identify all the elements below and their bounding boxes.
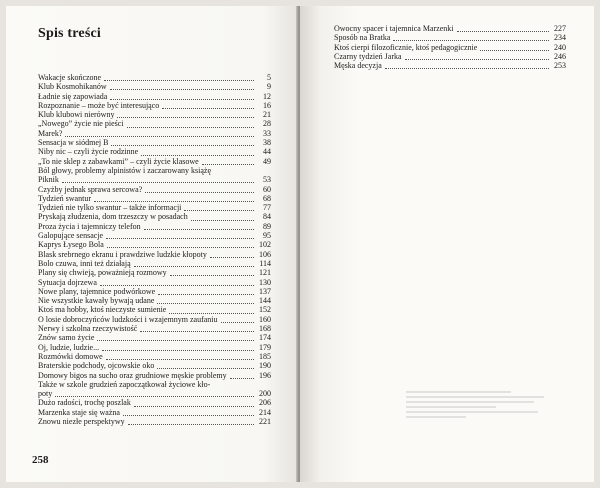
- toc-entry-page: 130: [259, 277, 271, 287]
- toc-leader-dots: [140, 325, 254, 332]
- toc-leader-dots: [65, 130, 254, 137]
- toc-entry-page: 95: [263, 231, 271, 241]
- toc-entry-page: 33: [263, 128, 271, 138]
- toc-entry-page: 168: [259, 324, 271, 334]
- toc-entry-page: 28: [263, 119, 271, 129]
- toc-leader-dots: [107, 241, 254, 248]
- toc-leader-dots: [128, 418, 254, 425]
- toc-entry-page: 190: [259, 361, 271, 371]
- right-page: [300, 6, 594, 482]
- toc-entry-title: Nie wszystkie kawały bywają udane: [38, 296, 155, 306]
- toc-entry-title: Tydzień swantur: [38, 193, 91, 203]
- toc-leader-dots: [117, 111, 254, 118]
- toc-leader-dots: [405, 53, 549, 60]
- page-title: Spis treści: [38, 26, 101, 41]
- toc-list-left: [38, 73, 271, 426]
- toc-entry-page: 68: [263, 193, 271, 203]
- toc-entry: [334, 43, 566, 52]
- toc-entry-page: 227: [554, 24, 566, 33]
- toc-entry: [38, 119, 271, 128]
- toc-leader-dots: [162, 102, 254, 109]
- toc-entry-title: Ładnie się zapowiada: [38, 91, 108, 101]
- toc-entry-page: 179: [259, 342, 271, 352]
- toc-entry: [38, 305, 271, 314]
- toc-entry: [38, 361, 271, 370]
- toc-leader-dots: [127, 121, 254, 128]
- toc-leader-dots: [157, 362, 254, 369]
- toc-entry-page: 234: [554, 33, 566, 43]
- toc-entry-page: 114: [259, 258, 271, 268]
- toc-entry-page: 246: [554, 51, 566, 61]
- toc-entry-title: Znowu niezłe perspektywy: [38, 416, 125, 426]
- toc-entry-title: Domowy bigos na sucho oraz grudniowe męskie problemy: [38, 370, 227, 380]
- toc-entry: [38, 324, 271, 333]
- toc-entry-title: Męska decyzja: [334, 61, 382, 71]
- toc-leader-dots: [184, 204, 254, 211]
- toc-entry: [38, 287, 271, 296]
- toc-entry: [38, 333, 271, 342]
- toc-entry-title: Braterskie podchody, ojcowskie oko: [38, 361, 155, 371]
- toc-entry-page: 77: [263, 203, 271, 213]
- toc-entry-page: 221: [259, 416, 271, 426]
- toc-entry: [38, 408, 271, 417]
- toc-entry-title: Tydzień nie tylko swantur – także informacji: [38, 203, 182, 213]
- toc-entry-title: Proza życia i tajemniczy telefon: [38, 221, 141, 231]
- toc-leader-dots: [480, 44, 549, 51]
- toc-entry: [38, 380, 271, 389]
- toc-leader-dots: [62, 176, 254, 183]
- toc-entry-page: 253: [554, 61, 566, 71]
- toc-leader-dots: [111, 139, 254, 146]
- toc-entry: [38, 398, 271, 407]
- toc-entry-title: Wakacje skończone: [38, 73, 102, 82]
- toc-entry-page: 84: [263, 212, 271, 222]
- toc-leader-dots: [134, 400, 254, 407]
- toc-leader-dots: [100, 279, 254, 286]
- toc-entry-title: „Nowego” życie nie pieści: [38, 119, 124, 129]
- toc-entry: [38, 147, 271, 156]
- toc-leader-dots: [102, 344, 254, 351]
- toc-entry: [38, 73, 271, 82]
- toc-entry-page: 5: [267, 73, 271, 82]
- toc-entry-page: 38: [263, 138, 271, 148]
- toc-entry-page: 106: [259, 249, 271, 259]
- toc-entry: [38, 185, 271, 194]
- toc-leader-dots: [106, 353, 254, 360]
- toc-entry-title: Kaprys Łysego Bola: [38, 240, 104, 250]
- toc-leader-dots: [457, 25, 549, 32]
- toc-leader-dots: [169, 307, 254, 314]
- toc-entry-title: Ktoś cierpi filozoficznie, ktoś pedagogicznie: [334, 42, 478, 52]
- toc-leader-dots: [123, 409, 254, 416]
- toc-entry-page: 200: [259, 389, 271, 399]
- toc-leader-dots: [157, 297, 254, 304]
- toc-leader-dots: [385, 62, 549, 69]
- toc-leader-dots: [104, 74, 254, 81]
- toc-entry: [38, 175, 271, 184]
- toc-leader-dots: [158, 288, 254, 295]
- toc-entry-page: 185: [259, 351, 271, 361]
- toc-entry: [38, 129, 271, 138]
- toc-entry-title: Ból głowy, problemy alpinistów i zaczarowany książę: [38, 165, 211, 175]
- toc-entry-page: 49: [263, 156, 271, 166]
- toc-leader-dots: [97, 334, 254, 341]
- toc-entry: [38, 417, 271, 426]
- page-number: 258: [32, 454, 49, 466]
- toc-entry-title: Czyżby jednak sprawa sercowa?: [38, 184, 143, 194]
- toc-entry-title: Bolo czuwa, inni też działają: [38, 258, 131, 268]
- toc-entry: [38, 296, 271, 305]
- toc-entry: [38, 389, 271, 398]
- toc-entry: [38, 166, 271, 175]
- toc-entry-title: Piknik: [38, 175, 59, 185]
- toc-entry-title: Klub klubowi nierówny: [38, 110, 115, 120]
- toc-leader-dots: [191, 214, 254, 221]
- toc-entry-title: Galopujące sensacje: [38, 231, 104, 241]
- toc-entry: [38, 212, 271, 221]
- toc-entry-page: 121: [259, 268, 271, 278]
- toc-entry-page: 12: [263, 91, 271, 101]
- toc-entry: [38, 231, 271, 240]
- toc-entry-page: 137: [259, 286, 271, 296]
- toc-entry: [38, 203, 271, 212]
- toc-entry: [38, 315, 271, 324]
- toc-leader-dots: [110, 93, 254, 100]
- toc-entry: [38, 222, 271, 231]
- toc-leader-dots: [230, 372, 254, 379]
- toc-entry-page: 53: [263, 175, 271, 185]
- toc-entry: [38, 101, 271, 110]
- toc-entry-title: Ktoś ma hobby, ktoś nieczyste sumienie: [38, 305, 167, 315]
- toc-entry-title: Czarny tydzień Jarka: [334, 51, 402, 61]
- toc-entry: [38, 343, 271, 352]
- toc-entry-title: Sytuacja dojrzewa: [38, 277, 97, 287]
- toc-entry: [38, 259, 271, 268]
- toc-entry: [334, 33, 566, 42]
- toc-leader-dots: [393, 34, 549, 41]
- toc-entry: [38, 157, 271, 166]
- toc-entry: [38, 352, 271, 361]
- toc-entry-page: 9: [267, 82, 271, 92]
- toc-leader-dots: [94, 195, 254, 202]
- toc-entry: [334, 24, 566, 33]
- toc-entry-title: Plany się chwieją, poważnieją rozmowy: [38, 268, 167, 278]
- toc-entry-page: 16: [263, 100, 271, 110]
- toc-entry-page: 206: [259, 398, 271, 408]
- toc-entry-title: Sensacja w siódmej B: [38, 138, 109, 148]
- toc-entry: [38, 110, 271, 119]
- toc-entry-page: 240: [554, 42, 566, 52]
- toc-entry-page: 89: [263, 221, 271, 231]
- toc-entry: [38, 138, 271, 147]
- toc-entry-page: 44: [263, 147, 271, 157]
- toc-entry: [38, 194, 271, 203]
- toc-entry-page: 102: [259, 240, 271, 250]
- toc-entry: [38, 250, 271, 259]
- toc-entry-title: O losie dobroczyńców ludzkości i wzajemnym zaufaniu: [38, 314, 218, 324]
- toc-entry-title: Oj, ludzie, ludzie...: [38, 342, 100, 352]
- toc-entry-title: Rozpoznanie – może być interesująco: [38, 100, 160, 110]
- toc-entry-title: „To nie sklep z zabawkami” – czyli życie klasowe: [38, 156, 199, 166]
- toc-entry-title: Dużo radości, trochę poszlak: [38, 398, 131, 408]
- toc-entry-title: Nerwy i szkolna rzeczywistość: [38, 324, 138, 334]
- toc-leader-dots: [55, 390, 254, 397]
- toc-entry: [38, 82, 271, 91]
- toc-list-right: [334, 24, 566, 70]
- toc-entry-title: Znów samo życie: [38, 333, 95, 343]
- toc-entry: [334, 52, 566, 61]
- toc-entry-title: Niby nic – czyli życie rodzinne: [38, 147, 139, 157]
- toc-entry-page: 60: [263, 184, 271, 194]
- toc-leader-dots: [144, 223, 254, 230]
- toc-leader-dots: [106, 232, 254, 239]
- toc-entry: [38, 240, 271, 249]
- toc-entry: [38, 268, 271, 277]
- toc-entry-title: Pryskają złudzenia, dom trzeszczy w posadach: [38, 212, 188, 222]
- toc-entry-page: 21: [263, 110, 271, 120]
- toc-entry-title: Blask srebrnego ekranu i prawdziwe ludzkie kłopoty: [38, 249, 207, 259]
- toc-entry-page: 214: [259, 407, 271, 417]
- toc-leader-dots: [141, 149, 254, 156]
- toc-leader-dots: [145, 186, 254, 193]
- toc-entry: [38, 92, 271, 101]
- toc-entry: [38, 278, 271, 287]
- toc-entry-page: 174: [259, 333, 271, 343]
- toc-entry-title: Rozmówki domowe: [38, 351, 103, 361]
- toc-entry-title: Marek?: [38, 128, 63, 138]
- toc-entry-title: Owocny spacer i tajemnica Marzenki: [334, 24, 454, 33]
- toc-leader-dots: [170, 269, 254, 276]
- toc-entry-title: Nowe plany, tajemnice podwórkowe: [38, 286, 156, 296]
- toc-entry-page: 160: [259, 314, 271, 324]
- left-page: [6, 6, 298, 482]
- toc-entry-title: poty: [38, 389, 53, 399]
- show-through-text: [406, 388, 556, 448]
- toc-leader-dots: [221, 316, 255, 323]
- toc-leader-dots: [202, 158, 254, 165]
- toc-entry-page: 152: [259, 305, 271, 315]
- toc-entry-title: Sposób na Bratka: [334, 33, 391, 43]
- toc-entry-title: Klub Kosmohikanów: [38, 82, 107, 92]
- toc-entry-title: Także w szkole grudzień zapoczątkował życiowe kło-: [38, 379, 211, 389]
- toc-leader-dots: [134, 260, 254, 267]
- toc-entry: [334, 61, 566, 70]
- toc-entry-page: 196: [259, 370, 271, 380]
- toc-leader-dots: [210, 251, 254, 258]
- toc-entry: [38, 371, 271, 380]
- toc-leader-dots: [110, 83, 254, 90]
- toc-entry-title: Marzenka staje się ważna: [38, 407, 120, 417]
- toc-entry-page: 144: [259, 296, 271, 306]
